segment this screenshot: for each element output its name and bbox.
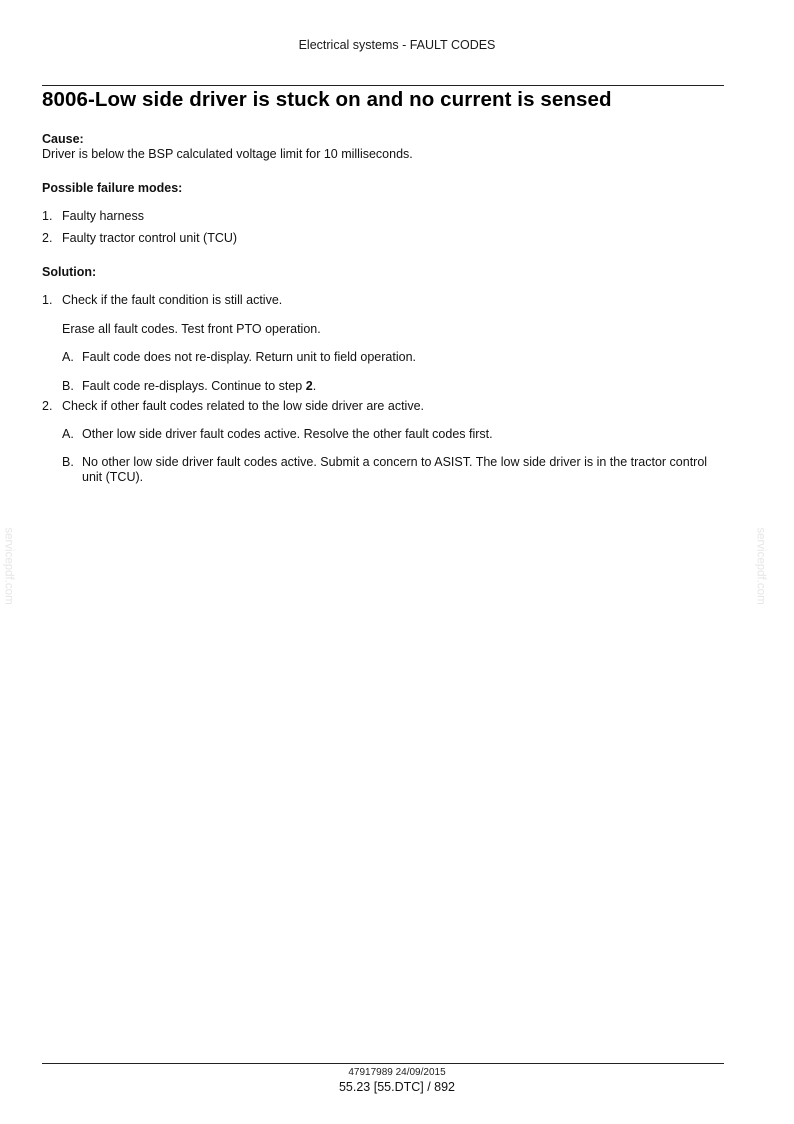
list-number: 2. (42, 231, 53, 245)
step-number: 1. (42, 293, 53, 307)
step-2-option-b (42, 455, 726, 485)
option-text: No other low side driver fault codes active. Submit a concern to ASIST. The low side driver is in the tractor control unit (TCU). (82, 455, 708, 484)
option-text-end: . (312, 379, 317, 393)
cause-text: Driver is below the BSP calculated voltage limit for 10 milliseconds. (42, 147, 413, 161)
watermark-left: servicepdf.com (2, 527, 15, 605)
option-text: Other low side driver fault codes active. Resolve the other fault codes first. (82, 427, 493, 441)
list-text: Faulty tractor control unit (TCU) (62, 231, 238, 245)
step-1 (42, 293, 726, 308)
step-1-detail: Erase all fault codes. Test front PTO operation. (62, 322, 321, 336)
option-letter: A. (62, 350, 74, 364)
page-title: 8006-Low side driver is stuck on and no current is sensed (42, 88, 612, 111)
failure-modes-section (42, 181, 726, 246)
solution-heading: Solution: (42, 265, 97, 279)
step-1-option-a (42, 350, 726, 365)
step-2 (42, 399, 726, 414)
header-rule (42, 85, 724, 86)
step-text: Check if other fault codes related to the low side driver are active. (62, 399, 424, 413)
step-number: 2. (42, 399, 53, 413)
option-letter: B. (62, 455, 74, 469)
step-reference: 2 (305, 379, 313, 393)
running-header: Electrical systems - FAULT CODES (298, 38, 496, 52)
footer-doc-ref: 47917989 24/09/2015 (348, 1067, 446, 1078)
solution-section (42, 265, 726, 485)
option-letter: B. (62, 379, 74, 393)
footer-rule (42, 1063, 724, 1064)
option-letter: A. (62, 427, 74, 441)
step-2-option-a (42, 427, 726, 442)
cause-section (42, 132, 726, 162)
list-text: Faulty harness (62, 209, 144, 223)
list-item (42, 231, 726, 246)
watermark-right: servicepdf.com (754, 527, 767, 605)
list-item (42, 209, 726, 224)
step-text: Check if the fault condition is still active. (62, 293, 283, 307)
cause-heading: Cause: (42, 132, 84, 146)
list-number: 1. (42, 209, 53, 223)
step-1-option-b (42, 379, 726, 394)
footer-page-ref: 55.23 [55.DTC] / 892 (338, 1080, 456, 1094)
failure-modes-heading: Possible failure modes: (42, 181, 183, 195)
content (42, 132, 726, 485)
option-text: Fault code re-displays. Continue to step (82, 379, 306, 393)
option-text: Fault code does not re-display. Return unit to field operation. (82, 350, 416, 364)
